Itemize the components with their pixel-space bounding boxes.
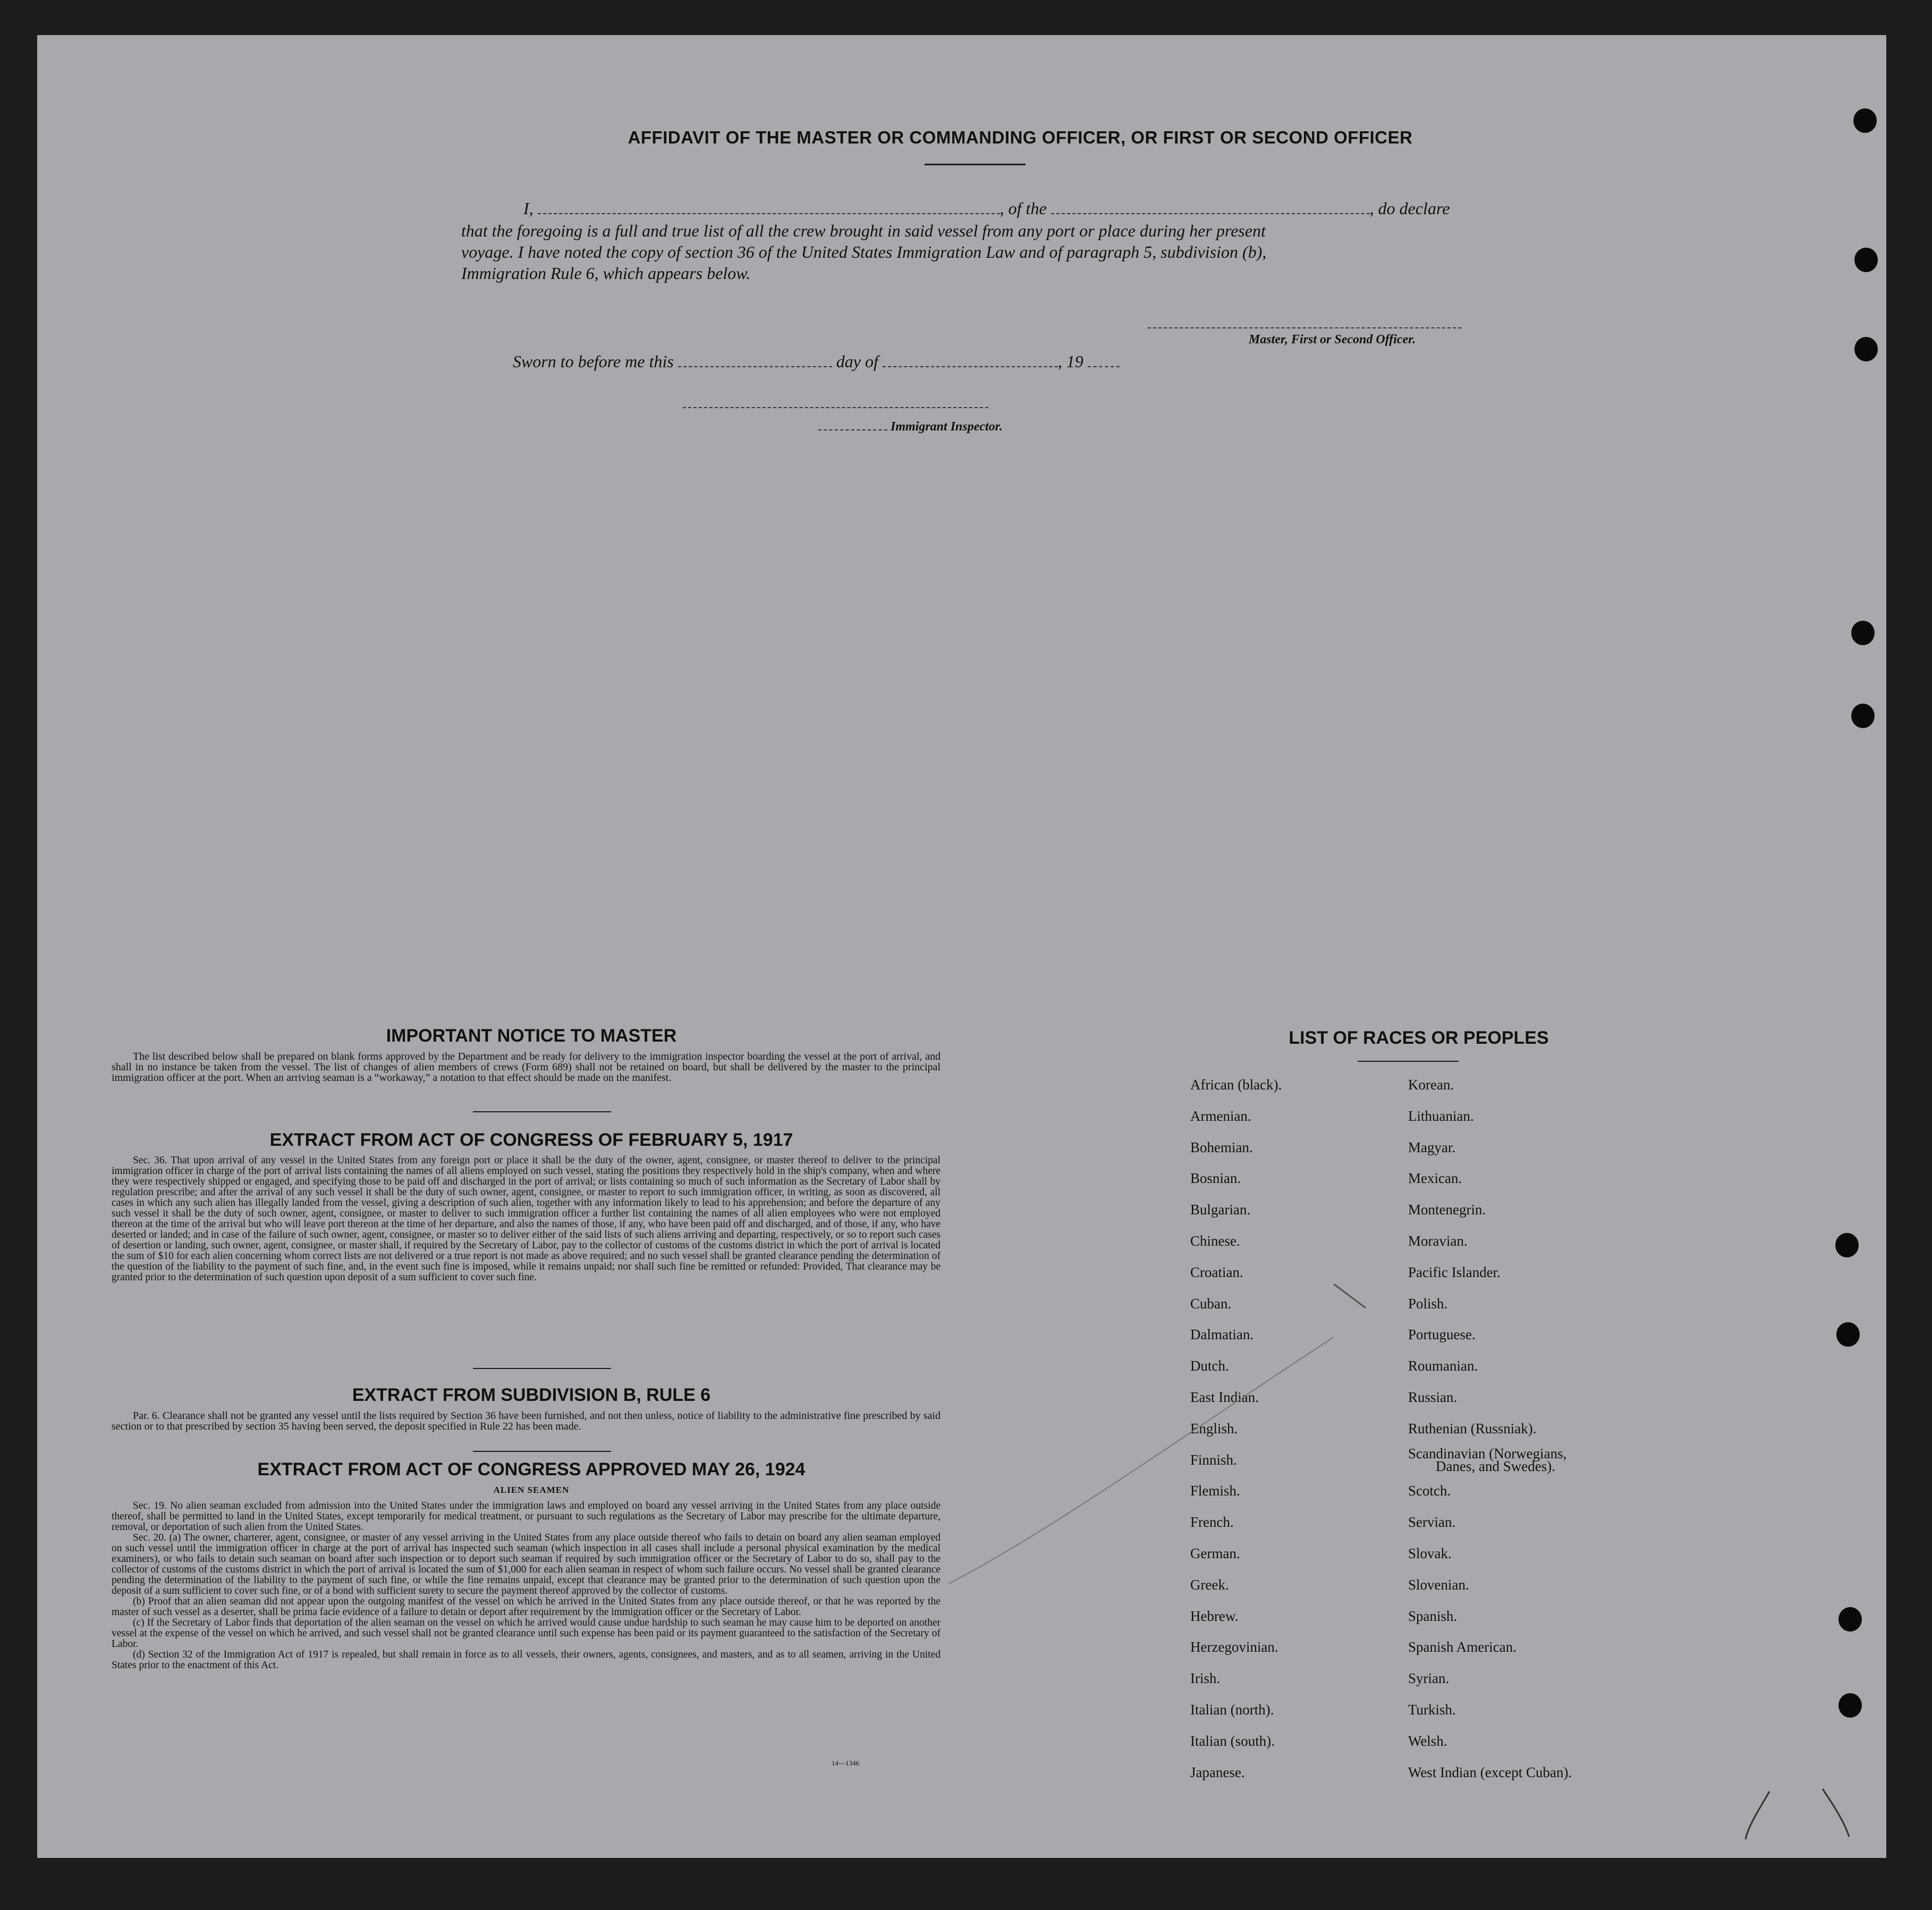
notice-paragraph: The list described below shall be prepared on blank forms approved by the Department and be ready for delivery to the immigration inspector boarding the vessel at the port of arrival, and shall in no instance be taken from the vessel. The list of changes of alien members of crews (Form 689) shall not be retained on board, but shall be delivered by the master to the principal immigration officer at the port. When an arriving seaman is a “workaway,” a notation to that effect should be made on the manifest.	[112, 1051, 940, 1084]
race-item: Turkish.	[1408, 1702, 1456, 1718]
race-item: Croatian.	[1190, 1264, 1243, 1280]
master-signature-label: Master, First or Second Officer.	[1249, 333, 1416, 346]
scan-scratch-marks	[37, 35, 1886, 1858]
binder-hole	[1836, 1322, 1860, 1347]
race-item-continuation: Danes, and Swedes).	[1436, 1458, 1555, 1474]
race-item: Bohemian.	[1190, 1139, 1253, 1155]
race-item: Herzegovinian.	[1190, 1639, 1278, 1655]
document-page	[37, 35, 1886, 1858]
binder-hole	[1854, 248, 1878, 272]
race-item: Cuban.	[1190, 1295, 1232, 1312]
binder-hole	[1853, 108, 1877, 133]
race-item: Italian (south).	[1190, 1732, 1275, 1749]
race-item: Flemish.	[1190, 1483, 1240, 1499]
race-item: Greek.	[1190, 1576, 1229, 1593]
race-item: Russian.	[1408, 1389, 1458, 1405]
affidavit-body-line-3: Immigration Rule 6, which appears below.	[461, 264, 751, 283]
race-item: Ruthenian (Russniak).	[1408, 1420, 1537, 1436]
do-declare-label: , do declare	[1369, 199, 1450, 218]
extract-rule6-title: EXTRACT FROM SUBDIVISION B, RULE 6	[352, 1385, 711, 1405]
sec-36-paragraph: Sec. 36. That upon arrival of any vessel in the United States from any foreign port or place it shall be the duty of the owner, agent, consignee, or master thereof to deliver to the principal immigration officer in charge of the port of arrival lists containing the names of all aliens employed on such vessel, stating the positions they respectively hold in the ship's company, when and where they were respectively shipped or engaged, and specifying those to be paid off and discharged in the port of arrival; or lists containing so much of such information as the Secretary of Labor shall by regulation prescribe; and after the arrival of any such vessel it shall be the duty of such owner, agent, consignee, or master to report to such immigration officer, in writing, as soon as discovered, all cases in which any such alien has illegally landed from the vessel, giving a description of such alien, together with any information likely to lead to his apprehension; and before the departure of any such vessel it shall be the duty of such owner, agent, consignee, or master to deliver to such immigration officer a further list containing the names of all alien employees who were not employed thereon at the time of the arrival but who will leave port thereon at the time of her departure, and also the names of those, if any, who have been paid off and discharged, and of those, if any, who have deserted or landed; and in case of the failure of such owner, agent, consignee, or master so to deliver either of the said lists of such aliens arriving and departing, respectively, or so to report such cases of desertion or landing, such owner, agent, consignee, or master shall, if required by the Secretary of Labor, pay to the collector of customs of the customs district in which the port of arrival is located the sum of $10 for each alien concerning whom correct lists are not delivered or a true report is not made as above required; and no such vessel shall be granted clearance pending the determination of the question of the liability to the payment of such fine, and, in the event such fine is imposed, while it remains unpaid; nor shall such fine be remitted or refunded: Provided, That clearance may be granted prior to the determination of such question upon deposit of a sum sufficient to cover such fine.	[112, 1155, 940, 1283]
binder-hole	[1851, 621, 1875, 645]
sec-20c-paragraph: (c) If the Secretary of Labor finds that deportation of the alien seaman on the vessel on which he arrived would cause undue hardship to such seaman he may cause him to be deported on another vessel at the expense of the vessel on which he arrived, and such vessel shall not be granted clearance until such expense has been paid or its payment guaranteed to the satisfaction of the Secretary of Labor.	[112, 1617, 940, 1650]
race-item: Bulgarian.	[1190, 1202, 1251, 1218]
race-item: West Indian (except Cuban).	[1408, 1764, 1572, 1780]
sec-20a-paragraph: Sec. 20. (a) The owner, charterer, agent, consignee, or master of any vessel arriving in the United States from any place outside thereof who fails to detain on board any alien seaman employed on such vessel until the immigration officer in charge at the port of arrival has inspected such seaman (which inspection in all cases shall include a personal physical examination by the medical examiners), or who fails to detain such seaman on board after such inspection or to deport such seaman if required by such immigration officer or the Secretary of Labor to do so, shall pay to the collector of customs of the customs district in which the port of arrival is located the sum of $1,000 for each alien seaman in respect of whom such failure occurs. No vessel shall be granted clearance pending the determination of the liability to the payment of such fine, or while the fine remains unpaid, except that clearance may be granted prior to the determination of such question upon the deposit of a sum sufficient to cover such fine, or of a bond with sufficient surety to secure the payment thereof approved by the collector of customs.	[112, 1532, 940, 1596]
race-item: Irish.	[1190, 1670, 1221, 1687]
race-item: Scandinavian (Norwegians,	[1408, 1445, 1567, 1461]
race-item: Roumanian.	[1408, 1358, 1478, 1374]
binder-hole	[1851, 704, 1875, 728]
affidavit-title: AFFIDAVIT OF THE MASTER OR COMMANDING OFFICER, OR FIRST OR SECOND OFFICER	[628, 128, 1413, 147]
inspector-label: Immigrant Inspector.	[891, 420, 1003, 434]
par-6-paragraph: Par. 6. Clearance shall not be granted any vessel until the lists required by Section 36 have been furnished, and not then unless, notice of liability to the administrative fine prescribed by said section or to that prescribed by section 35 having been served, the deposit specified in Rule 22 has been made.	[112, 1410, 940, 1432]
race-item: German.	[1190, 1545, 1240, 1561]
declarant-prefix: I,	[523, 199, 533, 218]
race-item: Hebrew.	[1190, 1608, 1239, 1624]
race-item: Scotch.	[1408, 1483, 1451, 1499]
affidavit-body-line-1: that the foregoing is a full and true list of all the crew brought in said vessel from any port or place during her present	[461, 221, 1266, 240]
race-item: English.	[1190, 1420, 1238, 1436]
race-item: Finnish.	[1190, 1451, 1237, 1468]
race-item: Montenegrin.	[1408, 1202, 1486, 1218]
race-item: Pacific Islander.	[1408, 1264, 1501, 1280]
race-item: Lithuanian.	[1408, 1108, 1474, 1124]
race-item: Magyar.	[1408, 1139, 1456, 1155]
race-item: Spanish.	[1408, 1608, 1458, 1624]
sworn-prefix: Sworn to before me this	[513, 352, 674, 371]
binder-hole	[1835, 1233, 1859, 1257]
affidavit-body-line-2: voyage. I have noted the copy of section 36 of the United States Immigration Law and of paragraph 5, subdivision (b),	[461, 242, 1267, 261]
race-item: Moravian.	[1408, 1233, 1468, 1249]
sec-19-paragraph: Sec. 19. No alien seaman excluded from admission into the United States under the immigration laws and employed on board any vessel arriving in the United States from any place outside thereof, shall be permitted to land in the United States, except temporarily for medical treatment, or pursuant to such regulations as the Secretary of Labor may prescribe for the ultimate departure, removal, or deportation of such alien from the United States.	[112, 1500, 940, 1533]
race-item: Slovak.	[1408, 1545, 1452, 1561]
sworn-year-prefix: , 19	[1057, 352, 1083, 371]
binder-hole	[1838, 1607, 1862, 1632]
race-item: Bosnian.	[1190, 1170, 1241, 1187]
binder-hole	[1854, 337, 1878, 361]
race-item: Armenian.	[1190, 1108, 1251, 1124]
sec-20d-paragraph: (d) Section 32 of the Immigration Act of 1917 is repealed, but shall remain in force as to all vessels, their owners, agents, consignees, and masters, and as to all seamen, arriving in the United States prior to the enactment of this Act.	[112, 1649, 940, 1671]
race-item: Dutch.	[1190, 1358, 1229, 1374]
race-item: East Indian.	[1190, 1389, 1259, 1405]
race-item: Dalmatian.	[1190, 1326, 1254, 1343]
race-item: Spanish American.	[1408, 1639, 1516, 1655]
race-item: French.	[1190, 1514, 1234, 1531]
race-item: Portuguese.	[1408, 1326, 1476, 1343]
of-the-label: , of the	[999, 199, 1047, 218]
race-item: Korean.	[1408, 1077, 1454, 1093]
race-item: Chinese.	[1190, 1233, 1240, 1249]
race-item: Syrian.	[1408, 1670, 1450, 1687]
sec-20b-paragraph: (b) Proof that an alien seaman did not appear upon the outgoing manifest of the vessel on which he arrived in the United States from any place outside thereof, or that he was reported by the master of such vessel as a deserter, shall be prima facie evidence of a failure to detain or deport after requirement by the immigration officer or the Secretary of Labor.	[112, 1596, 940, 1618]
race-item: Slovenian.	[1408, 1576, 1469, 1593]
races-title: LIST OF RACES OR PEOPLES	[1289, 1028, 1549, 1048]
race-item: Polish.	[1408, 1295, 1448, 1312]
race-item: Mexican.	[1408, 1170, 1462, 1187]
extract-1917-title: EXTRACT FROM ACT OF CONGRESS OF FEBRUARY 5, 1917	[269, 1130, 793, 1150]
race-item: Italian (north).	[1190, 1702, 1274, 1718]
race-item: Welsh.	[1408, 1732, 1447, 1749]
extract-1924-title: EXTRACT FROM ACT OF CONGRESS APPROVED MAY 26, 1924	[257, 1459, 806, 1480]
race-item: Servian.	[1408, 1514, 1456, 1531]
alien-seamen-subtitle: ALIEN SEAMEN	[493, 1485, 570, 1495]
form-number: 14—1346	[832, 1759, 859, 1767]
race-item: African (black).	[1190, 1077, 1282, 1093]
sworn-day-of: day of	[836, 352, 878, 371]
binder-hole	[1838, 1693, 1862, 1718]
notice-title: IMPORTANT NOTICE TO MASTER	[386, 1026, 677, 1046]
race-item: Japanese.	[1190, 1764, 1245, 1780]
